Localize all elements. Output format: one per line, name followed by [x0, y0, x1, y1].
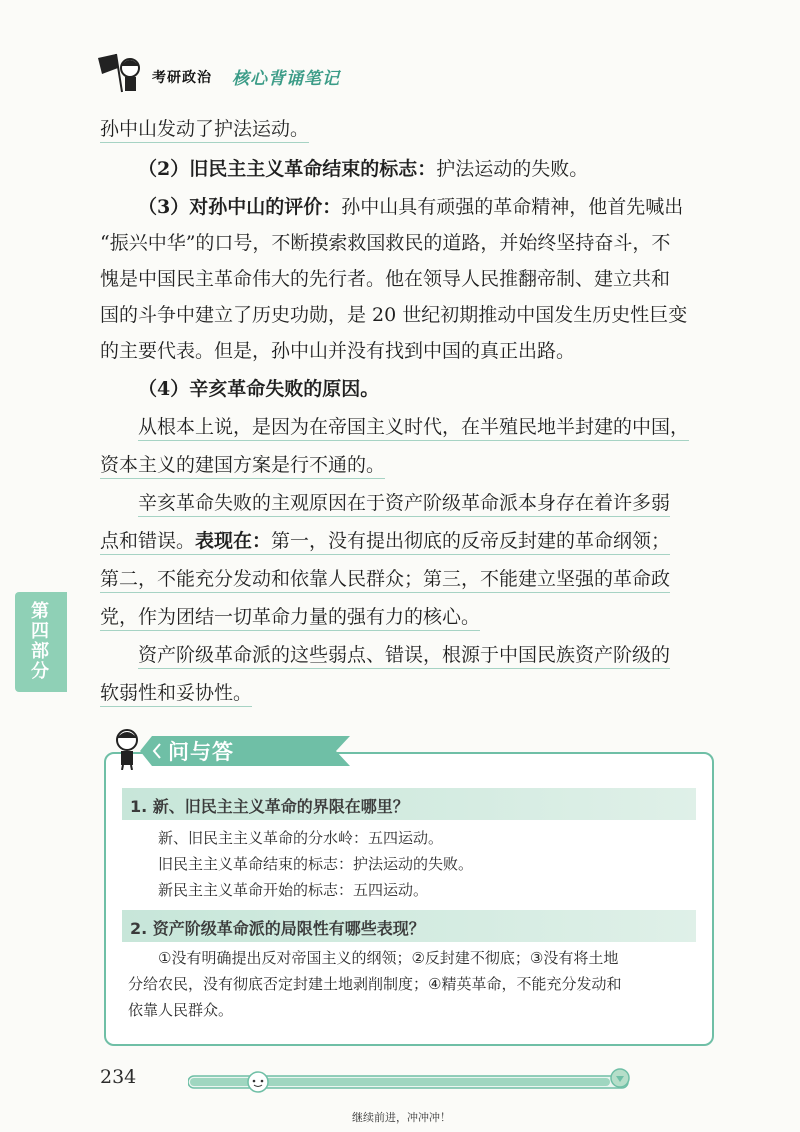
answer-line: 新民主主义革命开始的标志：五四运动。: [158, 881, 429, 899]
answer-line: 新、旧民主主义革命的分水岭：五四运动。: [158, 829, 444, 847]
question-1: 1. 新、旧民主主义革命的界限在哪里？: [122, 788, 696, 820]
running-header: [96, 52, 436, 96]
mascot-icon: [110, 726, 144, 770]
progress-track: [188, 1066, 638, 1106]
text-line: 国的斗争中建立了历史功勋，是 20 世纪初期推动中国发生历史性巨变: [100, 304, 688, 326]
text-line: 孙中山发动了护法运动。: [100, 116, 309, 142]
point-4: （4）辛亥革命失败的原因。: [138, 378, 380, 400]
text-line: 从根本上说，是因为在帝国主义时代，在半殖民地半封建的中国，: [100, 414, 689, 440]
header-subtitle: 核心背诵笔记: [232, 69, 340, 89]
mascot-flag-icon: [96, 52, 148, 96]
qa-header: [110, 732, 360, 772]
header-title: 考研政治: [152, 70, 212, 86]
side-tab-label: 第四部分: [31, 601, 49, 682]
text-line: 愧是中国民主革命伟大的先行者。他在领导人民推翻帝制、建立共和: [100, 268, 671, 290]
text-line: 党，作为团结一切革命力量的强有力的核心。: [100, 604, 480, 630]
text-line: 第二，不能充分发动和依靠人民群众；第三，不能建立坚强的革命政: [100, 566, 670, 592]
text-line: “振兴中华”的口号，不断摸索救国救民的道路，并始终坚持奋斗，不: [100, 232, 671, 254]
text-line: 资本主义的建国方案是行不通的。: [100, 452, 385, 478]
qa-title: 问与答: [168, 740, 234, 764]
answer-line: 依靠人民群众。: [128, 1001, 234, 1019]
text-line: 软弱性和妥协性。: [100, 680, 252, 706]
text-line: 资产阶级革命派的这些弱点、错误，根源于中国民族资产阶级的: [100, 642, 670, 668]
text-line: 的主要代表。但是，孙中山并没有找到中国的真正出路。: [100, 340, 576, 362]
footer-slogan: 继续前进，冲冲冲！: [352, 1111, 451, 1124]
section-side-tab: [15, 592, 67, 692]
answer-line: 旧民主主义革命结束的标志：护法运动的失败。: [158, 855, 474, 873]
answer-line: ①没有明确提出反对帝国主义的纲领；②反封建不彻底；③没有将土地: [158, 949, 619, 967]
text-line: 辛亥革命失败的主观原因在于资产阶级革命派本身存在着许多弱: [100, 490, 670, 516]
answer-line: 分给农民，没有彻底否定封建土地剥削制度；④精英革命，不能充分发动和: [128, 975, 622, 993]
text-line: 点和错误。表现在：第一，没有提出彻底的反帝反封建的革命纲领；: [100, 528, 670, 554]
point-3: （3）对孙中山的评价：孙中山具有顽强的革命精神，他首先喊出: [138, 196, 684, 218]
point-2: （2）旧民主主义革命结束的标志：护法运动的失败。: [138, 158, 589, 180]
question-2: 2. 资产阶级革命派的局限性有哪些表现？: [122, 910, 696, 942]
page-number: 234: [100, 1066, 137, 1088]
